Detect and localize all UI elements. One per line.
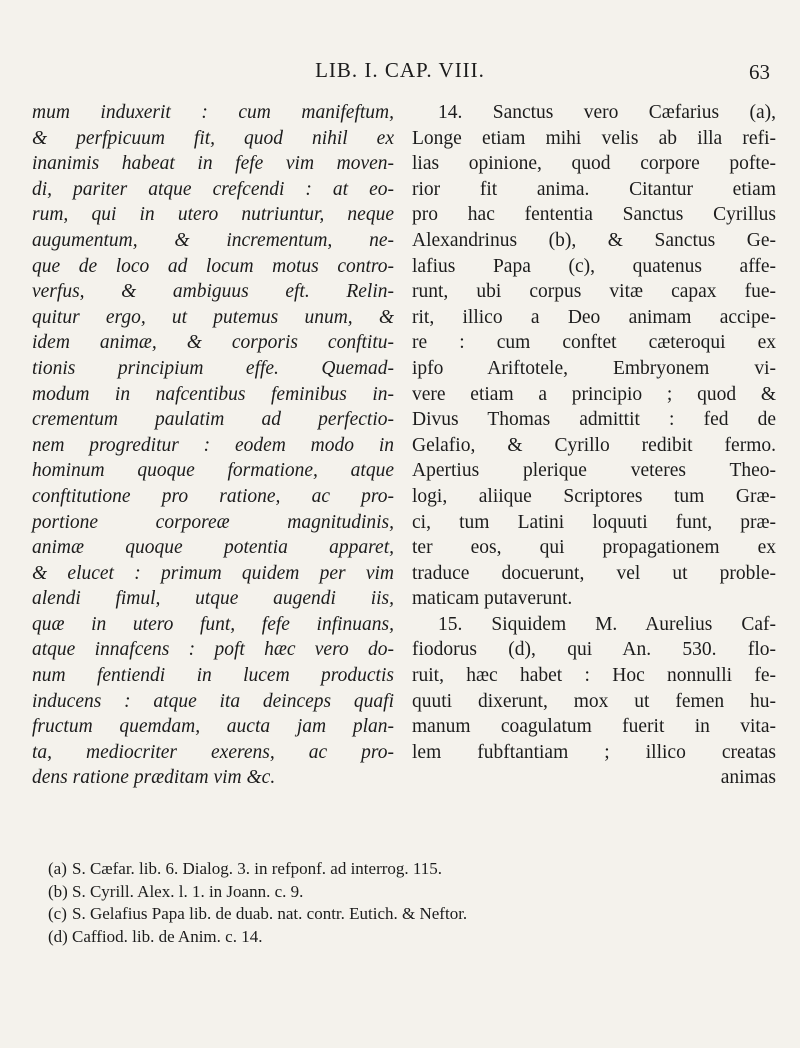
footnote-text: S. Gelafius Papa lib. de duab. nat. contr. Eutich. & Neftor. bbox=[72, 904, 468, 923]
text-line: conftitutione pro ratione, ac pro- bbox=[32, 485, 394, 507]
text-line: modum in nafcentibus feminibus in- bbox=[32, 383, 394, 405]
footnote bbox=[48, 903, 768, 926]
text-line: re : cum conftet cæteroqui ex bbox=[412, 332, 776, 354]
text-line: animæ quoque potentia apparet, bbox=[32, 537, 394, 559]
footnote-mark: (a) bbox=[48, 859, 67, 878]
right-column bbox=[412, 100, 776, 791]
text-line: Divus Thomas admittit : fed de bbox=[412, 409, 776, 431]
text-line: 15. Siquidem M. Aurelius Caf- bbox=[438, 613, 776, 635]
text-line: ipfo Ariftotele, Embryonem vi- bbox=[412, 357, 776, 379]
text-line: portione corporeæ magnitudinis, bbox=[32, 511, 394, 533]
text-line: vere etiam a principio ; quod & bbox=[412, 383, 776, 405]
text-line: rit, illico a Deo animam accipe- bbox=[412, 306, 776, 328]
text-line: lias opinione, quod corpore pofte- bbox=[412, 153, 776, 175]
text-line: fiodorus (d), qui An. 530. flo- bbox=[412, 639, 776, 661]
footnote-mark: (b) bbox=[48, 881, 68, 901]
text-line: rior fit anima. Citantur etiam bbox=[412, 178, 776, 200]
text-line: verfus, & ambiguus eft. Relin- bbox=[32, 281, 394, 303]
footnote-text: S. Cæfar. lib. 6. Dialog. 3. in refponf. ad interrog. 115. bbox=[72, 859, 443, 878]
text-line: runt, ubi corpus vitæ capax fue- bbox=[412, 281, 776, 303]
text-line: rum, qui in utero nutriuntur, neque bbox=[32, 204, 394, 226]
text-line: manum coagulatum fuerit in vita- bbox=[412, 716, 776, 738]
footnotes bbox=[48, 858, 768, 948]
text-line: Gelafio, & Cyrillo redibit fermo. bbox=[412, 434, 776, 456]
text-line: mum induxerit : cum manifeftum, bbox=[32, 102, 394, 123]
text-line: inanimis habeat in fefe vim moven- bbox=[32, 153, 394, 175]
text-line: hominum quoque formatione, atque bbox=[32, 460, 394, 482]
text-line: ci, tum Latini loquuti funt, præ- bbox=[412, 511, 776, 533]
text-line: logi, aliique Scriptores tum Græ- bbox=[412, 485, 776, 507]
text-line: atque innafcens : poft hæc vero do- bbox=[32, 639, 394, 661]
text-line: que de loco ad locum motus contro- bbox=[32, 255, 394, 277]
footnote-text: S. Cyrill. Alex. l. 1. in Joann. c. 9. bbox=[72, 881, 304, 901]
text-line: maticam putaverunt. bbox=[412, 588, 573, 610]
text-line: tionis principium effe. Quemad- bbox=[32, 357, 394, 379]
text-line: ter eos, qui propagationem ex bbox=[412, 537, 776, 559]
text-line: lafius Papa (c), quatenus affe- bbox=[412, 255, 776, 277]
footnote-mark: (d) bbox=[48, 926, 68, 946]
page-number: 63 bbox=[749, 60, 770, 84]
text-line: nem progreditur : eodem modo in bbox=[32, 434, 394, 456]
text-line: Alexandrinus (b), & Sanctus Ge- bbox=[412, 229, 776, 251]
footnote-mark: (c) bbox=[48, 904, 67, 923]
text-line: idem animæ, & corporis conftitu- bbox=[32, 332, 394, 354]
footnote bbox=[48, 926, 768, 949]
text-line: ta, mediocriter exerens, ac pro- bbox=[32, 741, 394, 763]
text-line: quitur ergo, ut putemus unum, & bbox=[32, 306, 394, 328]
text-line: & perfpicuum fit, quod nihil ex bbox=[32, 127, 394, 149]
text-line: dens ratione præditam vim &c. bbox=[32, 767, 276, 789]
text-line: 14. Sanctus vero Cæfarius (a), bbox=[438, 102, 776, 123]
text-line: lem fubftantiam ; illico creatas bbox=[412, 741, 776, 763]
text-line: & elucet : primum quidem per vim bbox=[32, 562, 394, 584]
chapter-heading: LIB. I. CAP. VIII. bbox=[315, 58, 485, 82]
text-line: animas bbox=[720, 767, 776, 789]
footnote bbox=[48, 858, 768, 881]
text-line: num fentiendi in lucem productis bbox=[32, 665, 394, 687]
text-line: ruit, hæc habet : Hoc nonnulli fe- bbox=[412, 665, 776, 687]
text-line: Apertius plerique veteres Theo- bbox=[412, 460, 776, 482]
text-line: di, pariter atque crefcendi : at eo- bbox=[32, 178, 394, 200]
text-line: alendi fimul, utque augendi iis, bbox=[32, 588, 394, 610]
text-line: quæ in utero funt, fefe infinuans, bbox=[32, 613, 394, 635]
footnote bbox=[48, 881, 768, 904]
running-head bbox=[0, 58, 800, 88]
text-line: quuti dixerunt, mox ut femen hu- bbox=[412, 690, 776, 712]
text-line: fructum quemdam, aucta jam plan- bbox=[32, 716, 394, 738]
footnote-text: Caffiod. lib. de Anim. c. 14. bbox=[72, 926, 263, 946]
text-line: traduce docuerunt, vel ut proble- bbox=[412, 562, 776, 584]
text-line: crementum paulatim ad perfectio- bbox=[32, 409, 394, 431]
left-column bbox=[32, 100, 394, 791]
text-line: pro hac fententia Sanctus Cyrillus bbox=[412, 204, 776, 226]
text-line: augumentum, & incrementum, ne- bbox=[32, 229, 394, 251]
text-line: Longe etiam mihi velis ab illa refi- bbox=[412, 127, 776, 149]
text-line: inducens : atque ita deinceps quafi bbox=[32, 690, 394, 712]
